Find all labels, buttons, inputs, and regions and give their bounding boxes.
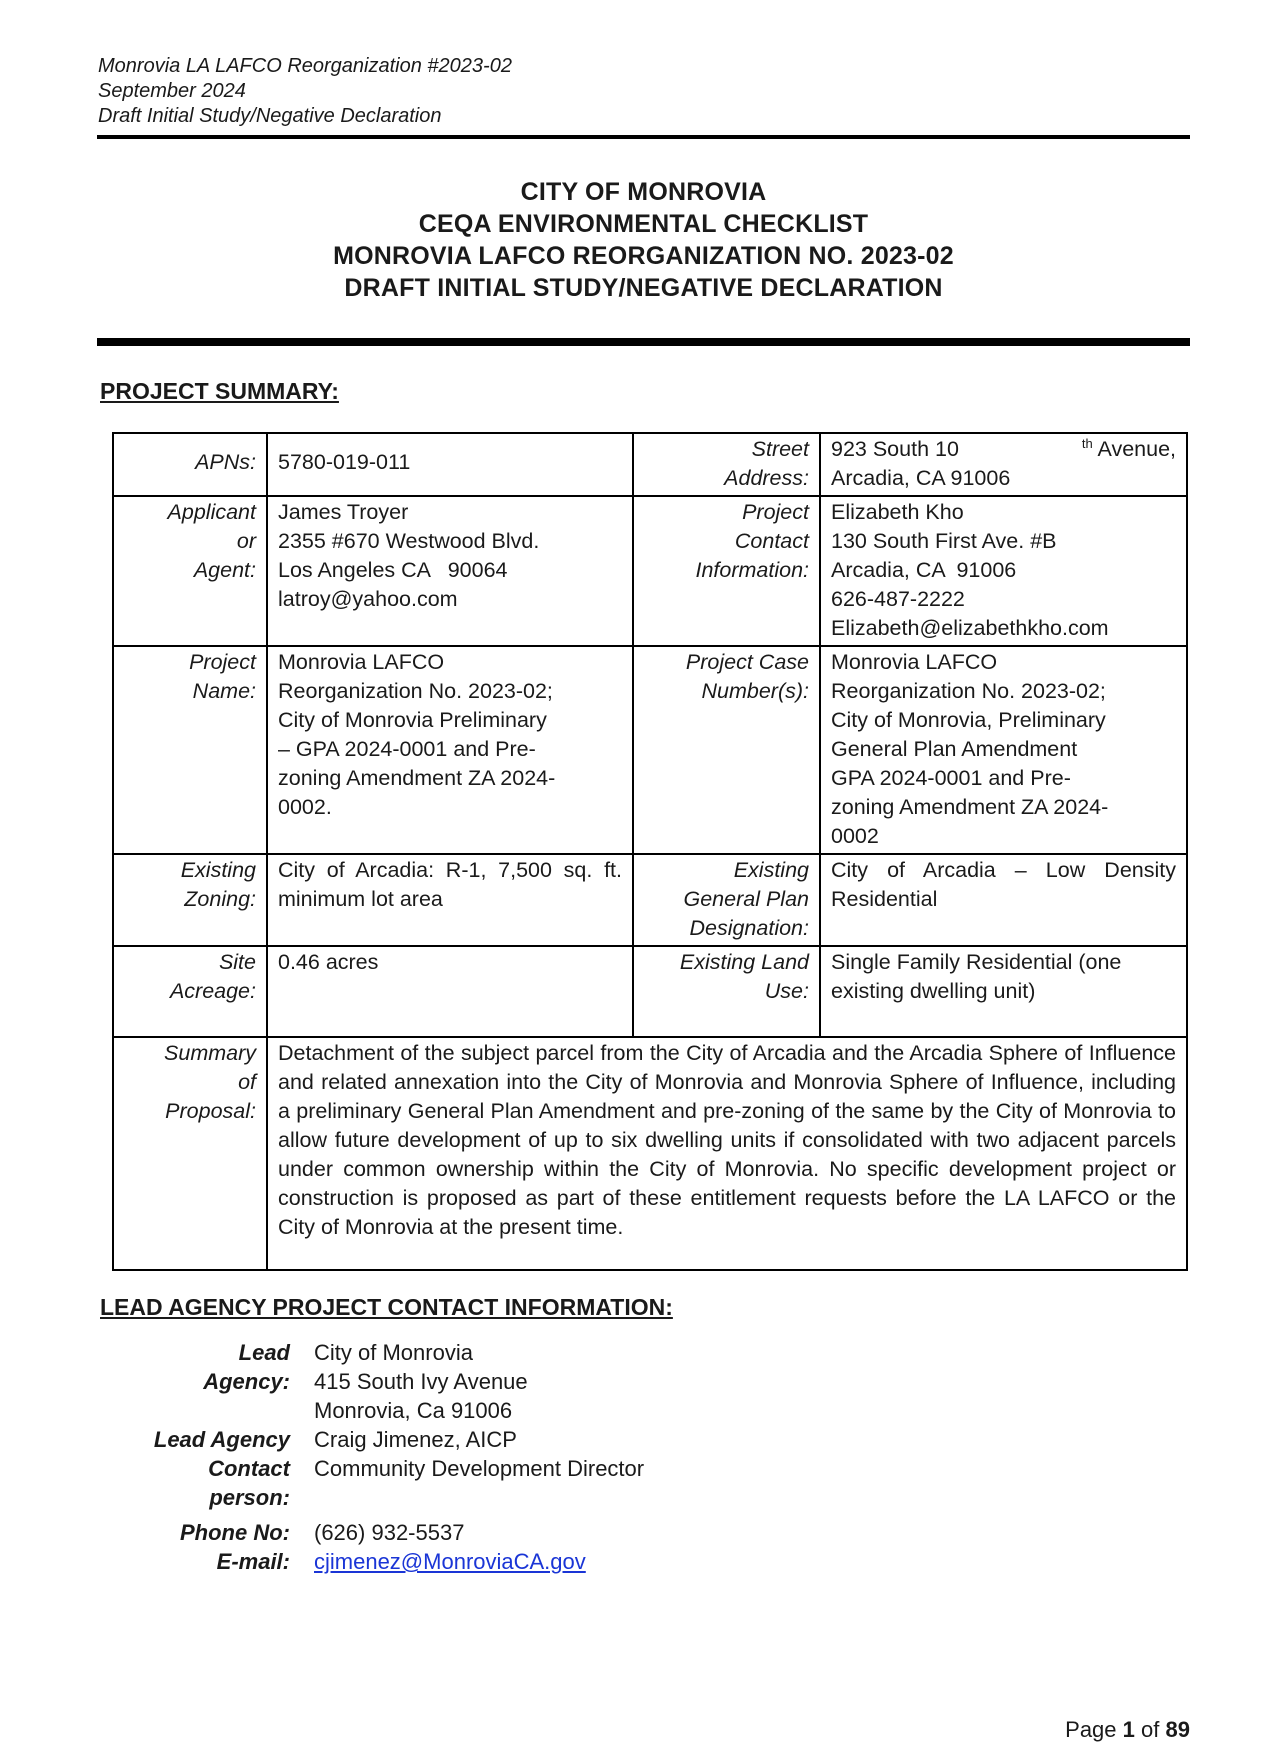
existing-zoning-label: Existing Zoning: [113, 854, 267, 946]
phone-value: (626) 932-5537 [314, 1520, 465, 1545]
table-row [113, 854, 1187, 946]
header-rule [97, 135, 1190, 139]
lead-agency-heading: LEAD AGENCY PROJECT CONTACT INFORMATION: [100, 1294, 673, 1320]
project-case-value: Monrovia LAFCO Reorganization No. 2023-02; City of Monrovia, Preliminary General Plan Amendment GPA 2024-0001 and Pre- zoning Amendment ZA 2024- 0002 [820, 646, 1187, 854]
title-line: DRAFT INITIAL STUDY/NEGATIVE DECLARATION [344, 274, 943, 302]
project-case-label: Project Case Number(s): [633, 646, 820, 854]
project-summary-table [112, 432, 1188, 1271]
general-plan-value: City of Arcadia – Low Density Residential [820, 854, 1187, 946]
header-line: Draft Initial Study/Negative Declaration [98, 105, 442, 127]
email-row [100, 1547, 644, 1576]
summary-of-proposal-label: Summary of Proposal: [113, 1037, 267, 1270]
table-row [113, 433, 1187, 496]
table-row [113, 496, 1187, 646]
document-title [97, 176, 1190, 304]
table-row [113, 1037, 1187, 1270]
email-label: E-mail: [216, 1549, 290, 1574]
contact-person-value: Craig Jimenez, AICP Community Development Director [314, 1427, 645, 1481]
apns-value: 5780-019-011 [267, 433, 633, 496]
project-name-label: Project Name: [113, 646, 267, 854]
title-line: CITY OF MONROVIA [520, 178, 767, 206]
street-address-label: Street Address: [633, 433, 820, 496]
lead-agency-value: City of Monrovia 415 South Ivy Avenue Monrovia, Ca 91006 [314, 1340, 528, 1423]
header-line: September 2024 [98, 80, 246, 102]
general-plan-label: Existing General Plan Designation: [633, 854, 820, 946]
site-acreage-label: Site Acreage: [113, 946, 267, 1037]
running-header [98, 54, 512, 129]
title-line: CEQA ENVIRONMENTAL CHECKLIST [418, 210, 869, 238]
table-row [113, 646, 1187, 854]
existing-land-use-label: Existing Land Use: [633, 946, 820, 1037]
existing-zoning-value: City of Arcadia: R-1, 7,500 sq. ft. minimum lot area [267, 854, 633, 946]
site-acreage-value: 0.46 acres [267, 946, 633, 1037]
existing-land-use-value: Single Family Residential (one existing dwelling unit) [820, 946, 1187, 1037]
page-number: Page 1 of 89 [1065, 1717, 1190, 1742]
summary-of-proposal-value: Detachment of the subject parcel from the City of Arcadia and the Arcadia Sphere of Influence and related annexation into the City of Monrovia and Monrovia Sphere of Influence, including a preliminary General Plan Amendment and pre-zoning of the same by the City of Monrovia to allow future development of up to six dwelling units if consolidated with two adjacent parcels under common ownership within the City of Monrovia. No specific development project or construction is proposed as part of these entitlement requests before the LA LAFCO or the City of Monrovia at the present time. [267, 1037, 1187, 1270]
title-rule [97, 338, 1190, 346]
project-contact-label: Project Contact Information: [633, 496, 820, 646]
title-line: MONROVIA LAFCO REORGANIZATION NO. 2023-02 [333, 242, 954, 270]
contact-person-row [100, 1425, 644, 1512]
project-contact-value: Elizabeth Kho 130 South First Ave. #B Arcadia, CA 91006 626-487-2222 Elizabeth@elizabethkho.com [820, 496, 1187, 646]
applicant-label: Applicant or Agent: [113, 496, 267, 646]
applicant-value: James Troyer 2355 #670 Westwood Blvd. Los Angeles CA 90064 latroy@yahoo.com [267, 496, 633, 646]
phone-row [100, 1518, 644, 1547]
contact-person-label: Lead Agency Contact person: [153, 1427, 290, 1510]
lead-agency-label: Lead Agency: [203, 1340, 290, 1394]
table-row [113, 946, 1187, 1037]
apns-label: APNs: [113, 433, 267, 496]
header-line: Monrovia LA LAFCO Reorganization #2023-02 [98, 55, 512, 77]
street-address-value: 923 South 10 $^{th}$ Avenue, Arcadia, CA 91006 [820, 433, 1187, 496]
email-link[interactable]: cjimenez@MonroviaCA.gov [314, 1549, 586, 1574]
phone-label: Phone No: [180, 1520, 290, 1545]
lead-agency-row [100, 1338, 644, 1425]
project-summary-heading: PROJECT SUMMARY: [100, 378, 339, 404]
project-name-value: Monrovia LAFCO Reorganization No. 2023-02; City of Monrovia Preliminary – GPA 2024-0001 and Pre- zoning Amendment ZA 2024- 0002. [267, 646, 633, 854]
lead-agency-contact-block [100, 1338, 644, 1576]
